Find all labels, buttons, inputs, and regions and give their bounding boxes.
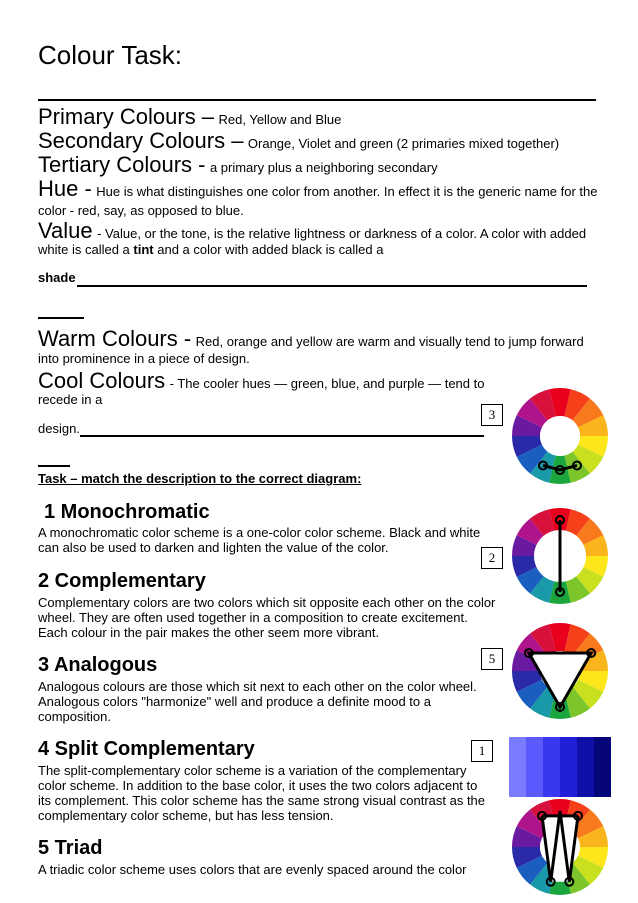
cool-desc-3: design. xyxy=(38,421,80,436)
page-title: Colour Task: xyxy=(38,40,183,70)
tertiary-term: Tertiary Colours - xyxy=(38,152,206,177)
color-wheel-analogous xyxy=(510,386,610,486)
mono-swatch xyxy=(509,737,526,797)
hue-definition xyxy=(38,176,598,202)
section-text-analogous: Analogous colours are those which sit next to each other on the color wheel. Analogous colors "harmonize" well and produce a definite mood to a composition. xyxy=(38,679,477,724)
shade-answer-line-2[interactable] xyxy=(38,317,84,319)
tertiary-definition xyxy=(38,152,438,178)
warm-desc-2: into prominence in a piece of design. xyxy=(38,351,250,366)
secondary-desc: Orange, Violet and green (2 primaries mixed together) xyxy=(247,136,560,151)
value-desc-2a: white is called a xyxy=(38,242,130,257)
mono-swatch xyxy=(560,737,577,797)
hue-desc-2: color - red, say, as opposed to blue. xyxy=(38,203,244,218)
answer-box-3[interactable]: 5 xyxy=(481,648,503,670)
answer-box-2[interactable]: 2 xyxy=(481,547,503,569)
monochromatic-swatches xyxy=(509,737,611,797)
tertiary-desc: a primary plus a neighboring secondary xyxy=(209,160,438,175)
color-wheel-triad xyxy=(510,621,610,721)
tint-word: tint xyxy=(133,242,154,257)
cool-answer-line-2[interactable] xyxy=(38,465,70,467)
warm-desc-1: Red, orange and yellow are warm and visually tend to jump forward xyxy=(195,334,584,349)
title-underline xyxy=(38,99,596,101)
wheel-center xyxy=(540,416,580,456)
cool-term: Cool Colours xyxy=(38,368,166,393)
warm-term: Warm Colours - xyxy=(38,326,192,351)
shade-word: shade xyxy=(38,270,76,285)
primary-term: Primary Colours – xyxy=(38,104,215,129)
warm-definition xyxy=(38,326,584,352)
secondary-term: Secondary Colours – xyxy=(38,128,244,153)
value-definition xyxy=(38,218,586,244)
value-desc-2 xyxy=(38,242,383,258)
value-term: Value xyxy=(38,218,93,243)
cool-definition xyxy=(38,368,484,394)
section-text-split-complementary: The split-complementary color scheme is a variation of the complementary color scheme. In addition to the base color, it uses the two colors adjacent to its complement. This color scheme has the same strong visual contrast as the complementary color scheme, but has less tension. xyxy=(38,763,486,823)
section-text-triad: A triadic color scheme uses colors that are evenly spaced around the color xyxy=(38,862,467,877)
cool-answer-line[interactable] xyxy=(80,435,484,437)
answer-box-4[interactable]: 1 xyxy=(471,740,493,762)
color-wheel-split-complementary xyxy=(510,797,610,897)
section-heading-triad: 5 Triad xyxy=(38,837,103,859)
cool-desc-1: - The cooler hues — green, blue, and purple — tend to xyxy=(169,376,485,391)
primary-desc: Red, Yellow and Blue xyxy=(218,112,342,127)
primary-definition xyxy=(38,104,341,130)
section-heading-analogous: 3 Analogous xyxy=(38,654,158,676)
section-heading-monochromatic: 1 Monochromatic xyxy=(44,501,210,523)
answer-box-1[interactable]: 3 xyxy=(481,404,503,426)
value-desc-1: - Value, or the tone, is the relative lightness or darkness of a color. A color with added xyxy=(97,226,587,241)
mono-swatch xyxy=(526,737,543,797)
color-wheel-complementary xyxy=(510,506,610,606)
section-text-complementary: Complementary colors are two colors which sit opposite each other on the color wheel. They are often used together in a composition to create excitement. Each colour in the pair makes the other seem more vibrant. xyxy=(38,595,496,640)
hue-term: Hue - xyxy=(38,176,92,201)
hue-desc-1: Hue is what distinguishes one color from another. In effect it is the generic name for the xyxy=(96,184,598,199)
task-instruction: Task – match the description to the correct diagram: xyxy=(38,471,362,486)
cool-desc-2: recede in a xyxy=(38,392,103,407)
secondary-definition xyxy=(38,128,559,154)
section-heading-complementary: 2 Complementary xyxy=(38,570,206,592)
section-heading-split-complementary: 4 Split Complementary xyxy=(38,738,255,760)
mono-swatch xyxy=(594,737,611,797)
mono-swatch xyxy=(577,737,594,797)
shade-answer-line[interactable] xyxy=(77,285,587,287)
value-desc-2b: and a color with added black is called a xyxy=(157,242,384,257)
section-text-monochromatic: A monochromatic color scheme is a one-color color scheme. Black and white can also be used to darken and lighten the value of the color. xyxy=(38,525,481,555)
mono-swatch xyxy=(543,737,560,797)
